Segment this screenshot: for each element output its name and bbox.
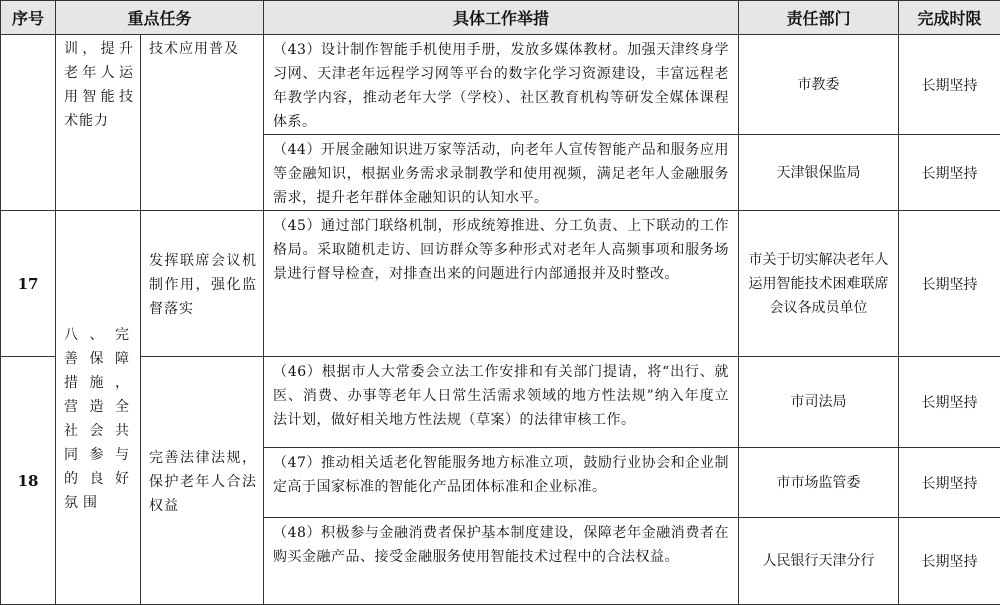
sub-task-cell: 技术应用普及 [141,35,264,211]
sub-task-cell: 发挥联席会议机制作用，强化监督落实 [141,211,264,357]
table-row [1,35,1000,135]
deadline-cell: 长期坚持 [899,211,1000,357]
seq-cell [1,35,56,211]
header-measure: 具体工作举措 [264,1,739,35]
header-seq: 序号 [1,1,56,35]
dept-cell: 天津银保监局 [739,135,899,211]
measure-cell: （47）推动相关适老化智能服务地方标准立项，鼓励行业协会和企业制定高于国家标准的智能化产品团体标准和企业标准。 [264,448,739,518]
dept-cell: 市关于切实解决老年人运用智能技术困难联席会议各成员单位 [739,211,899,357]
measure-cell: （43）设计制作智能手机使用手册，发放多媒体教材。加强天津终身学习网、天津老年远程学习网等平台的数字化学习资源建设，丰富远程老年教学内容，推动老年大学（学校）、社区教育机构等研发全媒体课程体系。 [264,35,739,135]
sub-task-cell: 完善法律法规，保护老年人合法权益 [141,357,264,605]
deadline-cell: 长期坚持 [899,448,1000,518]
table-row [1,211,1000,357]
deadline-cell: 长期坚持 [899,135,1000,211]
header-row [1,1,1000,35]
seq-cell: 17 [1,211,56,357]
deadline-cell: 长期坚持 [899,35,1000,135]
dept-cell: 市教委 [739,35,899,135]
dept-cell: 市司法局 [739,357,899,448]
table-row [1,357,1000,448]
measure-cell: （46）根据市人大常委会立法工作安排和有关部门提请，将“出行、就医、消费、办事等老年人日常生活需求领域的地方性法规”纳入年度立法计划，做好相关地方性法规（草案）的法律审核工作。 [264,357,739,448]
key-task-cell [56,211,141,605]
seq-cell: 18 [1,357,56,605]
header-key-task: 重点任务 [56,1,264,35]
key-task-cell: 训，提升老年人运用智能技术能力 [56,35,141,211]
measure-cell: （44）开展金融知识进万家等活动，向老年人宣传智能产品和服务应用等金融知识，根据业务需求录制教学和使用视频，满足老年人金融服务需求，提升老年群体金融知识的认知水平。 [264,135,739,211]
deadline-cell: 长期坚持 [899,518,1000,605]
measure-cell: （48）积极参与金融消费者保护基本制度建设，保障老年金融消费者在购买金融产品、接受金融服务使用智能技术过程中的合法权益。 [264,518,739,605]
dept-cell: 市市场监管委 [739,448,899,518]
deadline-cell: 长期坚持 [899,357,1000,448]
header-dept: 责任部门 [739,1,899,35]
key-task-text: 八、完善保障措施，营造全社会共同参与的良好氛围 [64,327,134,511]
dept-cell: 人民银行天津分行 [739,518,899,605]
header-deadline: 完成时限 [899,1,1000,35]
measure-cell: （45）通过部门联络机制，形成统筹推进、分工负责、上下联动的工作格局。采取随机走访、回访群众等多种形式对老年人高频事项和服务场景进行督导检查，对排查出来的问题进行内部通报并及时整改。 [264,211,739,357]
